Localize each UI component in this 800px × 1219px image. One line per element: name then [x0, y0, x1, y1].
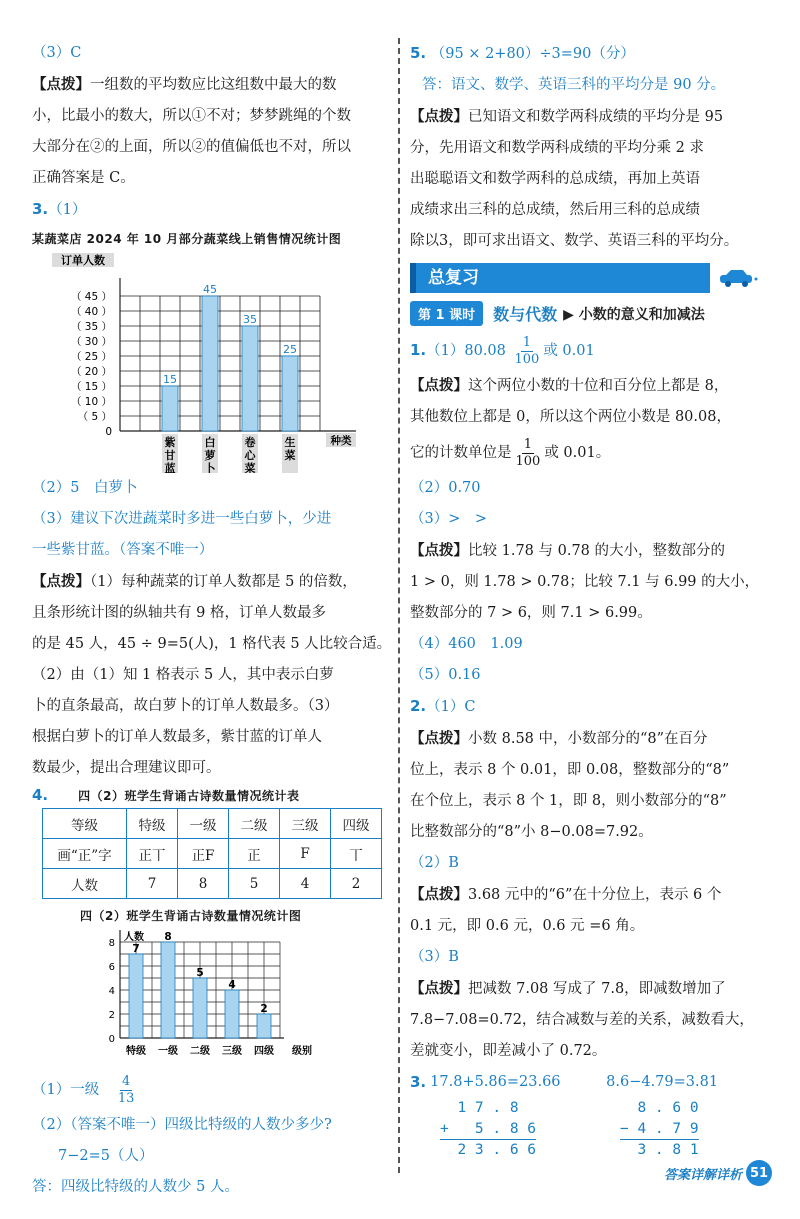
category-label: 特级: [126, 1046, 146, 1057]
q3-part-3-line-1: （3）建议下次进蔬菜时多进一些白萝卜，少进: [32, 511, 332, 527]
q3-part-2: （2）5 白萝卜: [32, 480, 138, 496]
table-row: [43, 839, 382, 869]
chart2-title: 四（2）班学生背诵古诗数量情况统计图: [80, 909, 302, 923]
q2-3-answer: （3）C: [32, 45, 82, 61]
tip-tag: 【点拨】: [410, 542, 468, 559]
tip-text: （1）每种蔬菜的订单人数都是 5 的倍数，: [90, 574, 357, 590]
category-label: 心: [244, 449, 256, 462]
r2-part-1: [410, 691, 768, 723]
x-axis-title: 种类: [330, 435, 352, 447]
category-label: 蓝: [164, 462, 176, 473]
table-cell: 丅: [331, 839, 382, 869]
category-label: 菜: [284, 449, 296, 462]
fraction-numerator: 1: [522, 334, 532, 350]
category-label: 萝: [204, 449, 216, 462]
y-tick-label: （ 10 ）: [70, 396, 112, 408]
bar-value-label: 4: [228, 979, 236, 991]
table-cell: 人数: [43, 869, 127, 899]
q5-tip-line-5: 除以3，即可求出语文、数学、英语三科的平均分。: [410, 233, 739, 249]
y-axis-title: 人数: [124, 932, 144, 943]
q3-header: [32, 194, 388, 226]
table-cell: 8: [178, 869, 229, 899]
r2-2-tip-line-1: [410, 879, 768, 911]
table-cell: 一级: [178, 809, 229, 839]
q4-part-1-fraction: [118, 1074, 135, 1107]
r1-part-1-fraction: [515, 335, 540, 368]
tip-tag: 【点拨】: [410, 377, 468, 394]
table-cell: 5: [229, 869, 280, 899]
r2-1-tip-line-4: 比整数部分的“8”小 8−0.08=7.92。: [410, 824, 653, 840]
q3-part-3-line-2: 一些紫甘蓝。（答案不唯一）: [32, 542, 214, 558]
y-tick-label: （ 30 ）: [70, 336, 112, 348]
bar: [225, 990, 239, 1038]
q5-tip-line-2: 分，先用语文和数学两科成绩的平均分乘 2 求: [410, 140, 704, 156]
question-number: 4.: [32, 786, 49, 804]
tip-text: 比较 1.78 与 0.78 的大小，整数部分的: [468, 543, 726, 559]
vert-line: 2 3 . 6 6: [440, 1142, 537, 1158]
q3-tip-line-3: 的是 45 人，45 ÷ 9=5(人)，1 格代表 5 人比较合适。: [32, 636, 392, 652]
r2-part-1-answer: （1）C: [426, 699, 476, 715]
vert-line: − 4 . 7 9: [620, 1119, 699, 1140]
table-row: [43, 869, 382, 899]
r3-equation-1: 17.8+5.86=23.66: [430, 1074, 561, 1090]
bar-value-label: 45: [203, 283, 217, 296]
q3-part-1: （1）: [48, 202, 87, 218]
y-tick-label: 2: [108, 1010, 115, 1021]
fraction-numerator: 1: [523, 436, 533, 452]
tip-text: 3.68 元中的“6”在十分位上，表示 6 个: [468, 887, 722, 903]
column-divider: [398, 38, 400, 1173]
table-cell: 二级: [229, 809, 280, 839]
lesson-tag: 第 1 课时: [410, 301, 483, 326]
r2-3-tip-line-3: 差就变小，即差减小了 0.72。: [410, 1043, 607, 1059]
poetry-count-table: [42, 808, 382, 899]
bar-value-label: 2: [260, 1003, 268, 1015]
bar: [161, 942, 175, 1038]
right-column: [410, 38, 768, 1160]
q4-answer: 答：四级比特级的人数少 5 人。: [32, 1179, 239, 1195]
category-label: 生: [284, 436, 296, 449]
q3-tip-line-5: 卜的直条最高，故白萝卜的订单人数最多。（3）: [32, 698, 339, 714]
category-label: 甘: [164, 449, 176, 462]
r2-3-tip-line-2: 7.8−7.08=0.72，结合减数与差的关系，减数看大，: [410, 1012, 754, 1028]
r1-part-2: （2）0.70: [410, 480, 481, 496]
table-cell: 特级: [127, 809, 178, 839]
table-cell: 7: [127, 869, 178, 899]
tip-text: 把减数 7.08 写成了 7.8，即减数增加了: [468, 981, 726, 997]
chart1-title: 某蔬菜店 2024 年 10 月部分蔬菜线上销售情况统计图: [32, 232, 342, 246]
q2-3-tip-line-1: [32, 69, 388, 101]
category-label: 二级: [190, 1046, 210, 1057]
r3-vertical-addition: [410, 1098, 610, 1160]
table-header-row: [43, 809, 382, 839]
bar-value-label: 5: [196, 967, 204, 979]
q4-part-2-line-1: （2）（答案不唯一）四级比特级的人数少多少?: [32, 1117, 332, 1133]
r3-vertical-subtraction: [610, 1098, 699, 1160]
tip-text: 或 0.01。: [544, 445, 611, 461]
table-cell: 画“正”字: [43, 839, 127, 869]
category-label: 白: [204, 436, 216, 449]
y-tick-label: 0: [108, 1034, 115, 1045]
fraction-denominator: 13: [117, 1090, 135, 1106]
q2-3-tip-line-3: 大部分在②的上面，所以②的值偏低也不对，所以: [32, 139, 351, 155]
review-header: [410, 263, 768, 293]
bar-value-label: 15: [163, 373, 177, 386]
r3-vertical-calcs: [410, 1098, 768, 1160]
q5-tip-line-3: 出聪聪语文和数学两科的总成绩，再加上英语: [410, 171, 700, 187]
r1-3-tip-line-2: 1 > 0，则 1.78 > 0.78；比较 7.1 与 6.99 的大小，: [410, 574, 760, 590]
question-number: 3.: [32, 200, 49, 218]
bar: [129, 954, 143, 1038]
r3-equations: [410, 1067, 768, 1098]
q5-equation-line: [410, 38, 768, 70]
y-tick-label: （ 15 ）: [70, 381, 112, 393]
r2-part-3: （3）B: [410, 949, 459, 965]
r1-tip-line-2: 其他数位上都是 0，所以这个两位小数是 80.08，: [410, 409, 731, 425]
tip-text: 已知语文和数学两科成绩的平均分是 95: [468, 109, 724, 125]
left-column: [32, 38, 392, 1203]
review-title: 总复习: [410, 263, 710, 293]
lesson-header: [410, 301, 768, 326]
y-tick-label: （ 20 ）: [70, 366, 112, 378]
table-cell: 正丅: [127, 839, 178, 869]
x-axis-title: 级别: [292, 1046, 312, 1057]
r2-3-tip-line-1: [410, 973, 768, 1005]
table-cell: 等级: [43, 809, 127, 839]
page-footer: [664, 1160, 772, 1186]
r1-part-1: [410, 330, 768, 370]
q4-header: [32, 786, 388, 804]
y-tick-label: （ 45 ）: [70, 291, 112, 303]
r2-part-2: （2）B: [410, 855, 459, 871]
fraction-numerator: 4: [121, 1073, 131, 1089]
bar-value-label: 8: [164, 931, 172, 943]
y-tick-label: 0: [105, 426, 112, 438]
y-tick-label: 4: [108, 986, 115, 997]
category-label: 四级: [254, 1046, 274, 1057]
q5-tip-line-4: 成绩求出三科的总成绩，然后用三科的总成绩: [410, 202, 700, 218]
q3-tip-line-1: [32, 566, 388, 598]
y-axis-title: 订单人数: [61, 254, 105, 267]
poetry-count-bar-chart: [32, 928, 388, 1064]
q3-tip-line-4: （2）由（1）知 1 格表示 5 人，其中表示白萝: [32, 667, 334, 683]
r1-3-tip-line-1: [410, 535, 768, 567]
bar-value-label: 7: [132, 943, 140, 955]
r1-part-1-b: 或 0.01: [543, 343, 595, 359]
tip-text: 它的计数单位是: [410, 445, 512, 461]
bar: [282, 356, 298, 431]
table-cell: 4: [280, 869, 331, 899]
r1-tip-fraction: [516, 437, 541, 470]
bar: [242, 326, 258, 431]
category-label: 菜: [244, 462, 256, 473]
q2-3-tip-line-2: 小，比最小的数大，所以①不对；梦梦跳绳的个数: [32, 108, 351, 124]
category-label: 紫: [164, 436, 176, 449]
question-number: 1.: [410, 341, 427, 359]
vert-line: 1 7 . 8: [440, 1100, 519, 1116]
y-tick-label: 8: [108, 938, 115, 949]
r2-2-tip-line-2: 0.1 元，即 0.6 元，0.6 元 =6 角。: [410, 918, 645, 934]
y-tick-label: （ 40 ）: [70, 306, 112, 318]
category-label: 卷: [244, 436, 256, 449]
bar-value-label: 35: [243, 313, 257, 326]
table-cell: 三级: [280, 809, 331, 839]
q4-part-1-label: （1）一级: [32, 1082, 100, 1098]
lesson-topic: ▶ 小数的意义和加减法: [563, 306, 705, 323]
table-cell: F: [280, 839, 331, 869]
question-number: 5.: [410, 44, 427, 62]
r2-1-tip-line-3: 在个位上，表示 8 个 1，即 8，则小数部分的“8”: [410, 793, 727, 809]
tip-text: 这个两位小数的十位和百分位上都是 8，: [468, 378, 729, 394]
q4-part-2-line-2: 7−2=5（人）: [58, 1148, 154, 1164]
category-label: 三级: [222, 1046, 242, 1057]
vert-line: 3 . 8 1: [620, 1142, 699, 1158]
footer-text: 答案详解详析: [663, 1167, 742, 1183]
r2-1-tip-line-1: [410, 723, 768, 755]
bar: [193, 978, 207, 1038]
vert-line: + 5 . 8 6: [440, 1119, 536, 1140]
question-number: 3.: [410, 1073, 427, 1091]
vert-line: 8 . 6 0: [620, 1100, 699, 1116]
table-cell: 2: [331, 869, 382, 899]
fraction-denominator: 100: [515, 453, 541, 469]
tip-tag: 【点拨】: [410, 108, 468, 125]
bar: [162, 386, 178, 431]
tip-text: 小数 8.58 中，小数部分的“8”在百分: [468, 731, 708, 747]
r1-part-3: （3）> >: [410, 511, 488, 527]
bar-value-label: 25: [283, 343, 297, 356]
bar: [257, 1014, 271, 1038]
r2-1-tip-line-2: 位上，表示 8 个 0.01，即 0.08，整数部分的“8”: [410, 762, 730, 778]
y-tick-label: （ 25 ）: [70, 351, 112, 363]
y-tick-label: 6: [108, 962, 115, 973]
tip-tag: 【点拨】: [410, 980, 468, 997]
category-label: 卜: [204, 462, 216, 473]
q3-tip-line-7: 数最少，提出合理建议即可。: [32, 760, 221, 776]
r1-tip-line-1: [410, 370, 768, 402]
r1-tip-line-3: [410, 433, 768, 473]
q5-answer: 答：语文、数学、英语三科的平均分是 90 分。: [422, 77, 726, 93]
category-label: 一级: [158, 1046, 178, 1057]
tip-tag: 【点拨】: [32, 573, 90, 590]
q4-table-title: 四（2）班学生背诵古诗数量情况统计表: [78, 788, 300, 803]
q5-equation: （95 × 2+80）÷3=90（分）: [430, 46, 635, 62]
lesson-name: 数与代数: [493, 305, 558, 324]
question-number: 2.: [410, 697, 427, 715]
r3-equation-2: 8.6−4.79=3.81: [606, 1074, 719, 1090]
tip-tag: 【点拨】: [32, 76, 90, 93]
q5-tip-line-1: [410, 101, 768, 133]
page-number: 51: [746, 1160, 772, 1186]
q2-3-tip-line-4: 正确答案是 C。: [32, 170, 135, 186]
q4-part-1: [32, 1070, 388, 1110]
r1-part-5: （5）0.16: [410, 667, 481, 683]
tip-tag: 【点拨】: [410, 730, 468, 747]
r1-part-4: （4）460 1.09: [410, 636, 523, 652]
q3-tip-line-2: 且条形统计图的纵轴共有 9 格，订单人数最多: [32, 605, 326, 621]
y-tick-label: （ 35 ）: [70, 321, 112, 333]
r1-part-1-a: （1）80.08: [426, 343, 506, 359]
bar: [202, 296, 218, 431]
fraction-denominator: 100: [514, 351, 540, 367]
table-cell: 正: [229, 839, 280, 869]
table-cell: 四级: [331, 809, 382, 839]
tip-text: 一组数的平均数应比这组数中最大的数: [90, 77, 337, 93]
table-cell: 正F: [178, 839, 229, 869]
r1-3-tip-line-3: 整数部分的 7 > 6，则 7.1 > 6.99。: [410, 605, 652, 621]
tip-tag: 【点拨】: [410, 886, 468, 903]
q3-tip-line-6: 根据白萝卜的订单人数最多，紫甘蓝的订单人: [32, 729, 322, 745]
car-icon: [716, 267, 760, 289]
y-tick-label: （ 5 ）: [77, 411, 112, 423]
vegetable-sales-bar-chart: [32, 251, 388, 473]
